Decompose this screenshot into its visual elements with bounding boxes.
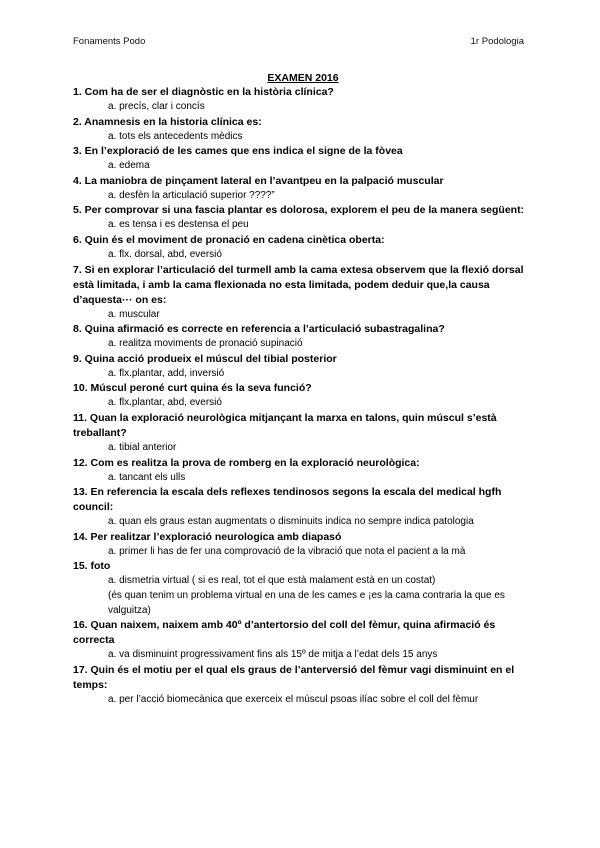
question-text: 9. Quina acció produeix el múscul del tibial posterior [73, 352, 337, 365]
answer-text: a. flx. dorsal, abd, eversió [108, 248, 222, 260]
question-text: 7. Si en explorar l’articulació del turmell amb la cama extesa observem que la flexió dorsal està limitada, i amb la cama flexionada no esta limitada, podem deduir que,la causa d’aquesta··· on es: [73, 263, 524, 306]
question-item [73, 322, 533, 352]
answer-text: a. va disminuint progressivament fins als 15º de mitja a l’edat dels 15 anys [108, 649, 438, 661]
question-item [73, 203, 533, 233]
page-header [73, 36, 524, 47]
question-text: 4. La maniobra de pinçament lateral en l’avantpeu en la palpació muscular [73, 174, 444, 187]
question-item [73, 115, 533, 145]
question-text: 1. Com ha de ser el diagnòstic en la història clínica? [73, 86, 334, 98]
question-text: 13. En referencia la escala dels reflexes tendinosos segons la escala del medical hgfh council: [73, 486, 502, 514]
exam-content [73, 71, 533, 707]
question-text: 5. Per comprovar si una fascia plantar es dolorosa, explorem el peu de la manera següent: [73, 204, 525, 217]
question-item [73, 485, 533, 530]
answer-text: a. quan els graus estan augmentats o disminuits indica no sempre indica patologia [108, 516, 474, 528]
question-item [73, 85, 533, 115]
answer-text: a. muscular [108, 308, 160, 320]
question-text: 15. foto [73, 560, 111, 573]
question-item [73, 381, 533, 411]
question-item [73, 530, 533, 560]
question-item [73, 233, 533, 263]
question-item [73, 559, 533, 618]
answer-note: (és quan tenim un problema virtual en una de les cames e ¡es la cama contraria la que es valguitza) [108, 589, 505, 616]
header-course: Fonaments Podo [73, 36, 146, 47]
question-item [73, 144, 533, 174]
question-text: 6. Quin és el moviment de pronació en cadena cinètica oberta: [73, 233, 385, 246]
question-text: 8. Quina afirmació es correcte en referencia a l’articulació subastragalina? [73, 323, 445, 336]
answer-text: a. tots els antecedents mèdics [108, 130, 243, 142]
question-text: 16. Quan naixem, naixem amb 40º d’antertorsio del coll del fèmur, quina afirmació és correcta [73, 619, 496, 647]
question-text: 17. Quin és el motiu per el qual els graus de l’anterversió del fèmur vagi disminuint en el temps: [73, 663, 515, 691]
answer-text: a. flx.plantar, add, inversió [108, 367, 225, 379]
answer-text: a. precís, clar i concís [108, 101, 205, 112]
question-item [73, 263, 533, 323]
answer-text: a. realitza moviments de pronació supinació [108, 338, 303, 350]
question-item [73, 411, 533, 456]
answer-text: a. tancant els ulls [108, 471, 186, 483]
answer-text: a. primer li has de fer una comprovació de la vibració que nota el pacient a la mà [108, 545, 466, 557]
question-item [73, 352, 533, 382]
question-item [73, 174, 533, 204]
answer-text: a. es tensa i es destensa el peu [108, 219, 249, 231]
answer-text: a. per l’acció biomecànica que exerceix el múscul psoas ilíac sobre el coll del fèmur [108, 693, 479, 705]
question-text: 12. Com es realitza la prova de romberg en la exploració neurològica: [73, 456, 420, 469]
question-item [73, 663, 533, 708]
answer-text: a. desfèn la articulació superior ????” [108, 189, 275, 201]
answer-text: a. edema [108, 160, 150, 172]
answer-text: a. flx.plantar, abd, eversió [108, 397, 222, 409]
question-text: 14. Per realitzar l’exploració neurologica amb diapasó [73, 530, 342, 543]
question-item [73, 456, 533, 486]
question-item [73, 618, 533, 663]
header-year: 1r Podologia [470, 36, 524, 47]
answer-text: a. tibial anterior [108, 441, 177, 453]
question-text: 3. En l’exploració de les cames que ens indica el signe de la fòvea [73, 145, 403, 158]
exam-title: EXAMEN 2016 [267, 72, 339, 84]
question-text: 2. Anamnesis en la historia clínica es: [73, 115, 262, 128]
question-text: 11. Quan la exploració neurològica mitjançant la marxa en talons, quin múscul s’està treballant? [73, 411, 497, 439]
question-text: 10. Múscul peroné curt quina és la seva funció? [73, 382, 312, 395]
answer-text: a. dismetria virtual ( si es real, tot el que està malament està en un costat) [108, 575, 436, 587]
